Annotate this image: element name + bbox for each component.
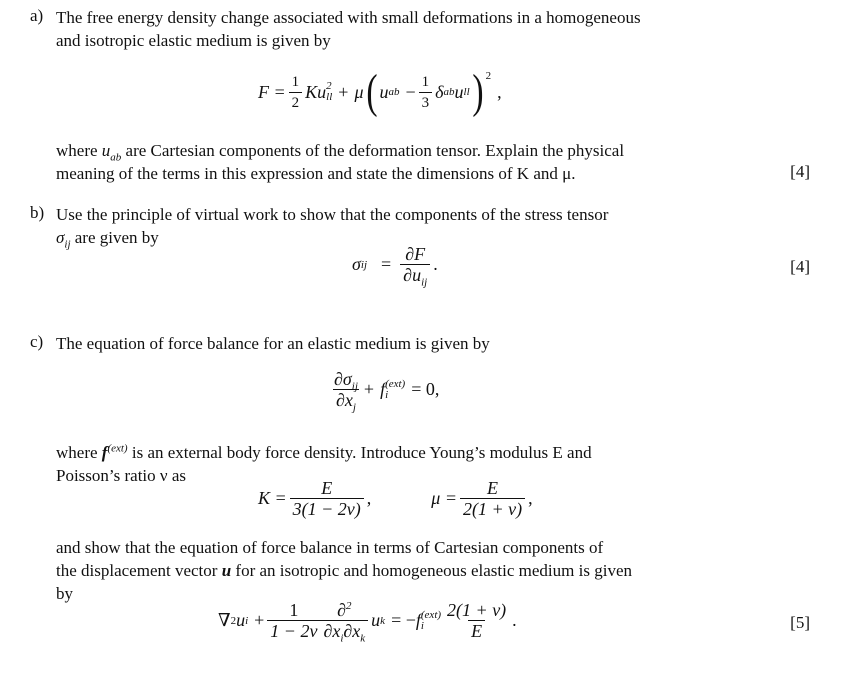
- eq-c2-mu-fraction: [460, 478, 525, 519]
- part-a-line2: and isotropic elastic medium is given by: [56, 31, 331, 50]
- eq-c2-mu-num: E: [487, 478, 499, 498]
- eq-c3-deriv-den-b: ∂x: [343, 621, 361, 641]
- eq-c1-den-main: ∂x: [335, 390, 353, 410]
- part-a-label: a): [30, 6, 44, 25]
- eq-b-num: ∂F: [405, 244, 426, 264]
- eq-c1-den: [333, 389, 359, 414]
- part-b-line2-text: are given by: [70, 228, 159, 247]
- eq-b-equals: =: [381, 254, 392, 274]
- eq-c3-tail: .: [512, 610, 517, 630]
- eq-a-third: [419, 72, 433, 113]
- eq-c3-deriv-den: [320, 620, 368, 645]
- part-b-intro: [56, 203, 756, 249]
- eq-a-k-sup: 2: [326, 80, 332, 92]
- eq-a-u-ab: u: [379, 81, 389, 102]
- part-c-line1: The equation of force balance for an elastic medium is given by: [56, 334, 490, 353]
- part-a-after-line1: [56, 139, 756, 162]
- eq-c3-u-i: u: [236, 610, 246, 630]
- part-c-show-line1: and show that the equation of force balance in terms of Cartesian components of: [56, 538, 604, 557]
- eq-c1-f-sup: (ext): [385, 377, 406, 390]
- part-a-line1: The free energy density change associated with small deformations in a homogeneous: [56, 8, 641, 27]
- eq-c3-deriv-num: [334, 600, 354, 620]
- part-c-show-line3: by: [56, 584, 73, 603]
- eq-c3-coef-num: 1: [289, 600, 299, 620]
- eq-c1-f: f: [380, 379, 386, 399]
- part-c-poisson-line: Poisson’s ratio ν as: [56, 466, 186, 485]
- eq-c3-coef-fraction: [267, 600, 320, 641]
- part-c-where-sup: (ext): [107, 442, 128, 455]
- part-a-u-var: u: [101, 141, 111, 160]
- part-c-where-post: is an external body force density. Introduce Young’s modulus E and: [127, 443, 592, 462]
- eq-a-right-paren: ): [472, 65, 484, 118]
- eq-a-k-sub: ll: [326, 91, 333, 103]
- part-c-show-line2: [56, 559, 756, 582]
- eq-b-den-main: ∂u: [403, 265, 422, 285]
- eq-c3-f: f: [415, 610, 421, 630]
- part-a-where: where: [56, 141, 102, 160]
- part-a-marks: [4]: [790, 162, 810, 181]
- eq-a-lhs: F =: [258, 81, 286, 102]
- eq-c1-f-sub: i: [385, 388, 389, 401]
- eq-b-den: [400, 264, 430, 289]
- eq-a-plus: +: [338, 81, 349, 102]
- eq-c3-coef-den: 1 − 2ν: [267, 620, 320, 641]
- part-a-after-text: are Cartesian components of the deformation tensor. Explain the physical: [121, 141, 625, 160]
- eq-c2-k-fraction: [290, 478, 364, 519]
- eq-a-delta: δ: [435, 81, 444, 102]
- eq-c3-deriv-den-sub2: k: [360, 632, 366, 645]
- part-c-show-pre: the displacement vector: [56, 561, 222, 580]
- eq-c3-deriv-den-a: ∂x: [323, 621, 341, 641]
- eq-b-sigma: σ: [352, 254, 361, 274]
- force-balance-equation: [328, 369, 440, 414]
- part-c-show: [56, 536, 756, 605]
- eq-c3-deriv-fraction: [320, 600, 368, 645]
- eq-a-third-num: 1: [421, 73, 430, 90]
- eq-c2-mu-tail: ,: [528, 488, 533, 508]
- eq-c1-den-sub: j: [352, 401, 356, 414]
- eq-c1-rhs: = 0,: [411, 379, 440, 399]
- eq-b-den-sub: ij: [421, 276, 428, 289]
- eq-a-half: [289, 72, 303, 113]
- part-b-marks: [4]: [790, 257, 810, 276]
- part-c-where-f: f: [101, 443, 108, 462]
- eq-c3-deriv-num-main: ∂: [337, 600, 346, 620]
- eq-b-fraction: [400, 244, 430, 289]
- eq-c3-deriv-den-sub1: i: [340, 632, 344, 645]
- part-a-u-sub: ab: [110, 151, 122, 164]
- eq-a-u-ll: u: [454, 81, 464, 102]
- eq-c3-equals: = −: [391, 610, 416, 630]
- eq-c3-deriv-num-sup: 2: [346, 600, 352, 612]
- stress-tensor-equation: σ ij = $\frac{\partial F}{\partial u_{ij}}$ .: [352, 244, 438, 289]
- eq-c1-fraction: [331, 369, 361, 414]
- part-c-where-line: [56, 441, 756, 464]
- eq-c2-k-num: E: [321, 478, 333, 498]
- part-c-marks: [5]: [790, 613, 810, 632]
- eq-a-minus: −: [405, 81, 416, 102]
- part-b-sigma: σ: [56, 228, 65, 247]
- eq-b-tail: .: [433, 254, 438, 274]
- part-b-line1: Use the principle of virtual work to show that the components of the stress tensor: [56, 205, 609, 224]
- part-a-after-line2: meaning of the terms in this expression and state the dimensions of K and μ.: [56, 164, 576, 183]
- eq-c2-k-den: 3(1 − 2ν): [290, 498, 364, 519]
- free-energy-equation: F = $\frac{1}{2}$ Ku 2 ll + μ ( u ab − $\frac{1}{3}$ δ ab u ll ) $^2$ ,: [258, 65, 502, 118]
- eq-c3-plus: +: [254, 610, 265, 630]
- part-c-where-pre: where: [56, 443, 102, 462]
- eq-a-k-term: Ku: [305, 81, 327, 102]
- part-c-show-post: for an isotropic and homogeneous elastic medium is given: [231, 561, 632, 580]
- part-c-label: c): [30, 332, 44, 351]
- eq-a-mu: μ: [354, 81, 364, 102]
- eq-c1-num-sub: ij: [351, 380, 358, 393]
- eq-c2-mu-lhs: μ =: [431, 488, 457, 508]
- eq-c3-f-sub: i: [420, 619, 424, 632]
- eq-c3-ratio-num: 2(1 + ν): [447, 600, 507, 620]
- eq-c3-f-sup: (ext): [420, 608, 442, 621]
- moduli-equations: [258, 478, 533, 519]
- eq-c2-k-tail: ,: [366, 488, 372, 508]
- eq-a-third-den: 3: [419, 92, 433, 113]
- eq-c2-mu-den: 2(1 + ν): [460, 498, 525, 519]
- eq-c3-nabla: ∇: [218, 610, 231, 630]
- eq-c3-u-k: u: [371, 610, 381, 630]
- part-b-sigma-sub: ij: [64, 238, 71, 251]
- part-a-question: [56, 139, 756, 185]
- eq-c1-plus: +: [363, 379, 375, 399]
- eq-c1-num-main: ∂σ: [334, 369, 352, 389]
- eq-c1-num: [331, 369, 361, 393]
- eq-a-half-num: 1: [291, 73, 300, 90]
- navier-equation: ∇ 2 u i + $\frac{1}{1 - 2\nu}$ $\frac{\partial^2}{\partial x_i\partial x_k}$ u k = − f (ext) i $\frac{2(1 + \nu)}{E}$ .: [218, 600, 517, 645]
- eq-a-tail: ,: [497, 81, 502, 102]
- eq-c2-k-lhs: K =: [258, 488, 287, 508]
- eq-c3-ratio-fraction: [444, 600, 509, 641]
- eq-c3-ratio-den: E: [468, 620, 485, 641]
- part-c-show-u: u: [221, 561, 232, 580]
- eq-a-half-den: 2: [289, 92, 303, 113]
- part-a-intro: [56, 6, 756, 52]
- eq-a-left-paren: (: [365, 65, 378, 118]
- part-b-label: b): [30, 203, 45, 222]
